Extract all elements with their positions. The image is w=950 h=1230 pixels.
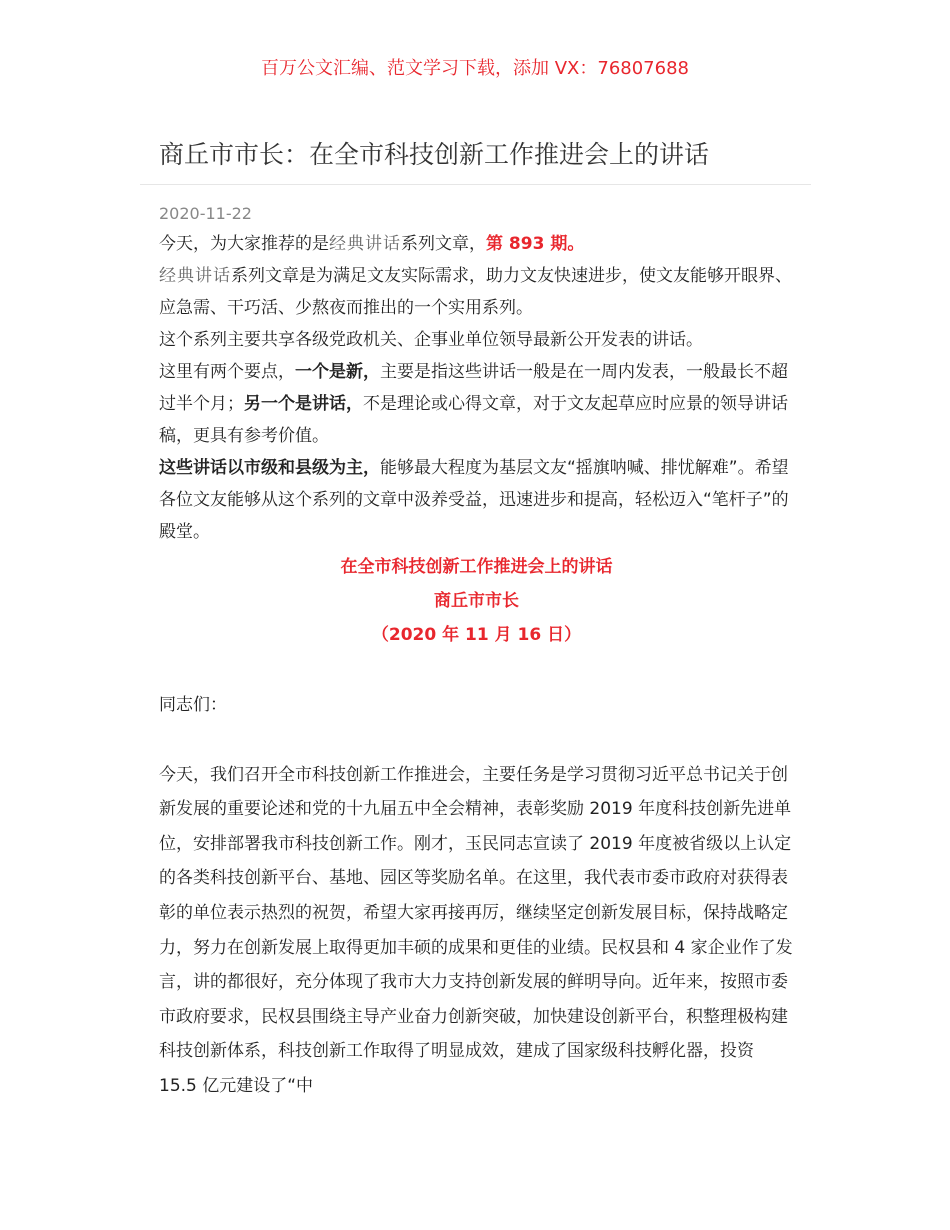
speech-header	[159, 550, 794, 652]
intro-text: 不是理论或心得文章，对于文友起草应时应景的领导讲话稿，更具有参考价值。	[159, 394, 788, 446]
intro-emphasis: 另一个是讲话，	[244, 394, 363, 414]
intro-paragraph	[159, 260, 794, 324]
salutation: 同志们：	[159, 695, 227, 715]
speech-title: 在全市科技创新工作推进会上的讲话	[340, 557, 613, 577]
speech-speaker: 商丘市市长	[434, 591, 519, 611]
intro-paragraph: 这个系列主要共享各级党政机关、企事业单位领导最新公开发表的讲话。	[159, 330, 703, 350]
series-name: 经典讲话	[329, 234, 401, 254]
intro-text: 系列文章是为满足文友实际需求，助力文友快速进步，使文友能够开眼界、应急需、干巧活、少熬夜而推出的一个实用系列。	[159, 266, 792, 318]
speech-body	[159, 688, 794, 1104]
intro-text: 这里有两个要点，	[159, 362, 295, 382]
speech-date: （2020 年 11 月 16 日）	[371, 625, 582, 645]
intro-emphasis: 这些讲话以市级和县级为主，	[159, 458, 380, 478]
series-name: 经典讲话	[159, 266, 231, 286]
issue-number: 第 893 期。	[486, 234, 585, 254]
intro-emphasis: 一个是新，	[295, 362, 380, 382]
promo-banner: 百万公文汇编、范文学习下载，添加 VX：76807688	[261, 58, 689, 79]
body-paragraph: 今天，我们召开全市科技创新工作推进会，主要任务是学习贯彻习近平总书记关于创新发展的重要论述和党的十九届五中全会精神，表彰奖励 2019 年度科技创新先进单位，安排部署我市科技创新工作。刚才，玉民同志宣读了 2019 年度被省级以上认定的各类科技创新平台、基地、园区等奖励名单。在这里，我代表市委市政府对获得表彰的单位表示热烈的祝贺，希望大家再接再厉，继续坚定创新发展目标，保持战略定力，努力在创新发展上取得更加丰硕的成果和更佳的业绩。民权县和 4 家企业作了发言，讲的都很好，充分体现了我市大力支持创新发展的鲜明导向。近年来，按照市委市政府要求，民权县围绕主导产业奋力创新突破，加快建设创新平台，积整理极构建科技创新体系，科技创新工作取得了明显成效，建成了国家级科技孵化器，投资 15.5 亿元建设了“中	[159, 764, 793, 1096]
intro-paragraph	[159, 452, 794, 548]
intro-section	[159, 228, 794, 548]
intro-paragraph	[159, 356, 794, 452]
intro-text: 能够最大程度为基层文友“摇旗呐喊、排忧解难”。希望各位文友能够从这个系列的文章中汲养受益，迅速进步和提高，轻松迈入“笔杆子”的殿堂。	[159, 458, 789, 542]
intro-text: 主要是指这些讲话一般是在一周内发表，一般最长不超过半个月；	[159, 362, 788, 414]
page-title: 商丘市市长：在全市科技创新工作推进会上的讲话	[159, 140, 710, 169]
intro-text: 今天，为大家推荐的是	[159, 234, 329, 254]
intro-text: 系列文章，	[401, 234, 486, 254]
publish-date: 2020-11-22	[159, 204, 252, 223]
title-divider	[140, 184, 811, 185]
intro-paragraph	[159, 228, 794, 260]
